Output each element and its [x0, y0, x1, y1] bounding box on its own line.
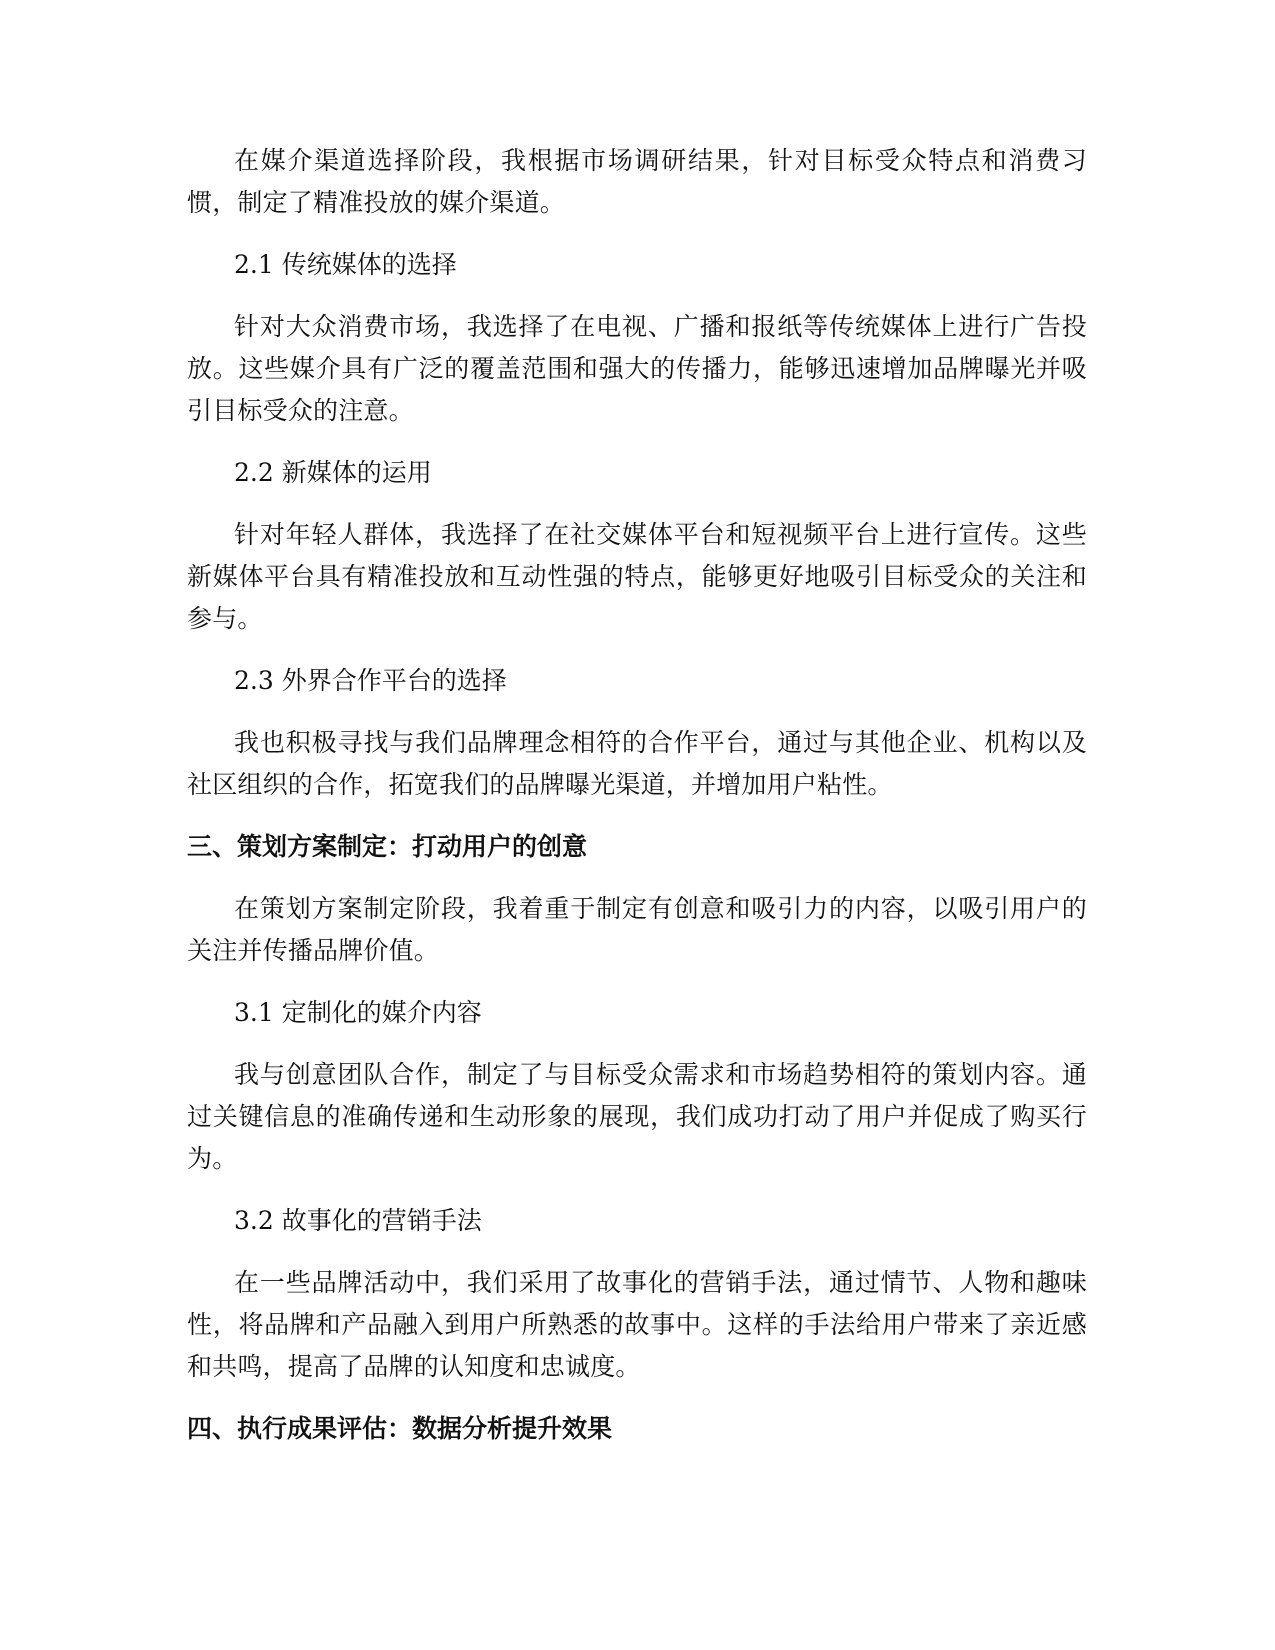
paragraph-media-channel-intro: 在媒介渠道选择阶段，我根据市场调研结果，针对目标受众特点和消费习惯，制定了精准投放的媒介渠道。: [187, 146, 1087, 217]
subheading-2-1: 2.1 传统媒体的选择: [234, 250, 457, 279]
subheading-3-1: 3.1 定制化的媒介内容: [234, 998, 482, 1027]
document-body: [187, 140, 1087, 1470]
paragraph-planning-intro: 在策划方案制定阶段，我着重于制定有创意和吸引力的内容，以吸引用户的关注并传播品牌价值。: [187, 894, 1087, 965]
section-heading-3: 三、策划方案制定：打动用户的创意: [187, 832, 588, 861]
paragraph-partner-platforms: 我也积极寻找与我们品牌理念相符的合作平台，通过与其他企业、机构以及社区组织的合作，拓宽我们的品牌曝光渠道，并增加用户粘性。: [187, 728, 1087, 799]
paragraph-traditional-media: 针对大众消费市场，我选择了在电视、广播和报纸等传统媒体上进行广告投放。这些媒介具有广泛的覆盖范围和强大的传播力，能够迅速增加品牌曝光并吸引目标受众的注意。: [187, 312, 1087, 425]
subheading-2-2: 2.2 新媒体的运用: [234, 458, 432, 487]
paragraph-new-media: 针对年轻人群体，我选择了在社交媒体平台和短视频平台上进行宣传。这些新媒体平台具有精准投放和互动性强的特点，能够更好地吸引目标受众的关注和参与。: [187, 520, 1087, 633]
paragraph-custom-content: 我与创意团队合作，制定了与目标受众需求和市场趋势相符的策划内容。通过关键信息的准确传递和生动形象的展现，我们成功打动了用户并促成了购买行为。: [187, 1060, 1087, 1173]
paragraph-storytelling: 在一些品牌活动中，我们采用了故事化的营销手法，通过情节、人物和趣味性，将品牌和产品融入到用户所熟悉的故事中。这样的手法给用户带来了亲近感和共鸣，提高了品牌的认知度和忠诚度。: [187, 1268, 1087, 1381]
subheading-3-2: 3.2 故事化的营销手法: [234, 1206, 482, 1235]
section-heading-4: 四、执行成果评估：数据分析提升效果: [187, 1414, 613, 1443]
subheading-2-3: 2.3 外界合作平台的选择: [234, 666, 507, 695]
